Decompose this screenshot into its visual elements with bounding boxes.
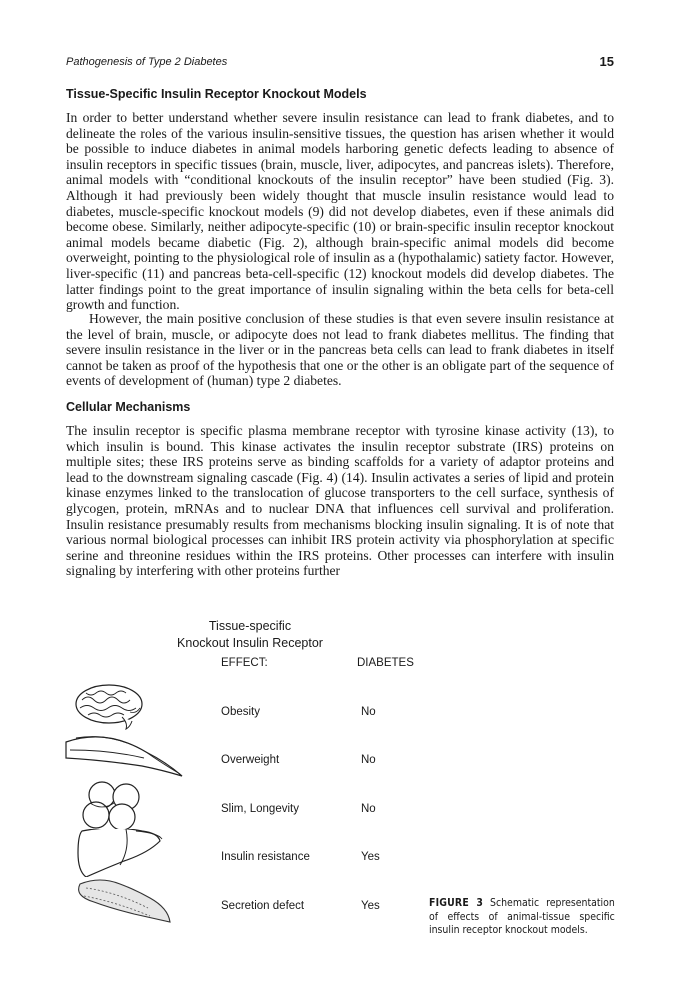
running-head: Pathogenesis of Type 2 Diabetes (66, 56, 228, 68)
figure-caption-text: Schematic representation of effects of animal-tissue specific insulin receptor knockout models. (429, 898, 615, 936)
effect-label: Insulin resistance (221, 851, 310, 863)
diabetes-value: Yes (361, 851, 380, 863)
figure-caption (429, 897, 615, 938)
pancreas-icon (64, 878, 188, 926)
effect-column-header: EFFECT: (221, 657, 268, 669)
effect-label: Slim, Longevity (221, 803, 299, 815)
effect-label: Overweight (221, 754, 280, 766)
adipocyte-icon (64, 781, 188, 829)
figure-caption-label: FIGURE 3 (429, 898, 484, 909)
figure-title-line1: Tissue-specific (208, 619, 292, 633)
page-number: 15 (599, 54, 614, 69)
diabetes-value: No (361, 754, 376, 766)
figure-title-line2: Knockout Insulin Receptor (177, 636, 323, 650)
diabetes-column-header: DIABETES (357, 657, 414, 669)
page-header (66, 56, 614, 72)
muscle-icon (64, 732, 188, 780)
diabetes-value: No (361, 803, 376, 815)
diabetes-value: Yes (361, 900, 380, 912)
effect-label: Obesity (221, 706, 260, 718)
brain-icon (64, 684, 188, 732)
diabetes-value: No (361, 706, 376, 718)
figure-title (170, 618, 330, 652)
paragraph-cellular-1: The insulin receptor is specific plasma membrane receptor with tyrosine kinase activity (13), to which insulin is bound. This kinase activates the insulin receptor substrate (IRS) proteins on multiple sites; these IRS proteins serve as binding scaffolds for a variety of adaptor proteins and lead to the downstream signaling cascade (Fig. 4) (14). Insulin activates a series of lipid and protein kinase enzymes linked to the translocation of glucose transporters to the cell surface, synthesis of glycogen, protein, mRNAs and to nuclear DNA that influences cell survival and proliferation. Insulin resistance presumably results from mechanisms blocking insulin signaling. It is of note that various normal biological processes can inhibit IRS protein activity via phosphorylation at specific serine and threonine residues within the IRS proteins. Other processes can interfere with insulin signaling by interfering with other proteins further (66, 423, 614, 579)
section-heading-knockout-models: Tissue-Specific Insulin Receptor Knockout Models (66, 87, 367, 101)
section-heading-cellular-mechanisms: Cellular Mechanisms (66, 400, 191, 414)
paragraph-knockout-2: However, the main positive conclusion of these studies is that even severe insulin resistance at the level of brain, muscle, or adipocyte does not lead to frank diabetes mellitus. The finding that severe insulin resistance in the liver or in the pancreas beta cells can lead to frank diabetes in itself cannot be taken as proof of the hypothesis that one or the other is an obligate part of the sequence of events of development of (human) type 2 diabetes. (66, 311, 614, 389)
effect-label: Secretion defect (221, 900, 305, 912)
liver-icon (64, 829, 188, 877)
paragraph-knockout-1: In order to better understand whether severe insulin resistance can lead to frank diabetes, and to delineate the roles of the various insulin-sensitive tissues, the question has arisen whether it would be possible to induce diabetes in animal models harboring genetic defects leading to absence of insulin receptors in specific tissues (brain, muscle, liver, adipocytes, and pancreas islets). Therefore, animal models with “conditional knockouts of the insulin receptor” have been studied (Fig. 3). Although it had previously been widely thought that muscle insulin resistance would lead to diabetes, muscle-specific knockout models (9) did not develop diabetes, even if these animals did become obese. Similarly, neither adipocyte-specific (10) or brain-specific insulin receptor knockout animal models became diabetic (Fig. 2), although brain-specific animal models did become overweight, pointing to the physiological role of insulin as a (hypothalamic) satiety factor. However, liver-specific (11) and pancreas beta-cell-specific (12) knockout models did develop diabetes. The latter findings point to the great importance of insulin signaling within the beta cells for beta-cell growth and function. (66, 110, 614, 313)
